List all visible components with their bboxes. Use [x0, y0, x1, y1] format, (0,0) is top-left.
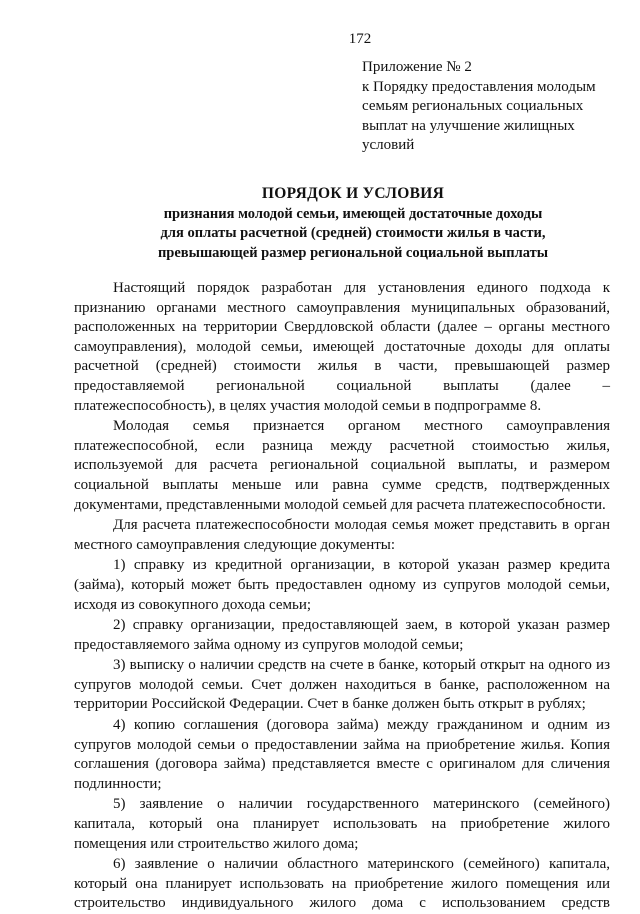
subtitle-line: для оплаты расчетной (средней) стоимости жилья в части, [160, 225, 546, 241]
appendix-header [362, 58, 610, 156]
list-item-1: 1) справку из кредитной организации, в которой указан размер кредита (займа), который может быть предоставлен одному из супругов молодой семьи, исходя из совокупного дохода семьи; [74, 557, 610, 613]
subtitle-line: признания молодой семьи, имеющей достаточные доходы [163, 205, 543, 222]
list-item-5: 5) заявление о наличии государственного материнского (семейного) капитала, который она планирует использовать на приобретение жилого помещения или строительство жилого дома; [74, 796, 610, 852]
list-item-6: 6) заявление о наличии областного материнского (семейного) капитала, который она планирует использовать на приобретение жилого помещения или строительство индивидуального жилого дома с использованием средств [74, 856, 610, 912]
appendix-line: выплат на улучшение жилищных [362, 117, 575, 134]
appendix-line: семьям региональных социальных [362, 98, 584, 114]
document-body [74, 279, 610, 914]
paragraph-solvency: Молодая семья признается органом местного самоуправления платежеспособной, если разница между расчетной стоимостью жилья, используемой для расчета региональной социальной выплаты, и размером социальной выплаты меньше или равна сумме средств, подтвержденных документами, представленными молодой семьей для расчета платежеспособности. [74, 418, 610, 513]
list-item-4: 4) копию соглашения (договора займа) между гражданином и одним из супругов молодой семьи о предоставлении займа на приобретение жилья. Копия соглашения (договора займа) представляется вместе с оригиналом для сличения подлинности; [74, 717, 610, 792]
list-item-3: 3) выписку о наличии средств на счете в банке, который открыт на одного из супругов молодой семьи. Счет должен находиться в банке, расположенном на территории Российской Федерации. Счет в банке должен быть открыт в рублях; [74, 657, 610, 713]
document-title: ПОРЯДОК И УСЛОВИЯ [261, 184, 445, 202]
subtitle-line: превышающей размер региональной социальной выплаты [157, 244, 549, 261]
appendix-line: Приложение № 2 [362, 59, 472, 75]
paragraph-intro: Настоящий порядок разработан для установления единого подхода к признанию органами местного самоуправления муниципальных образований, расположенных на территории Свердловской области (далее – органы местного самоуправления), молодой семьи, имеющей достаточные доходы для оплаты расчетной (средней) стоимости жилья в части, превышающей размер предоставляемой региональной социальной выплаты (далее – платежеспособность), в целях участия молодой семьи в подпрограмме 8. [74, 280, 610, 414]
paragraph-documents-intro: Для расчета платежеспособности молодая семья может представить в орган местного самоуправления следующие документы: [74, 517, 610, 553]
page-number: 172 [348, 31, 372, 47]
document-subtitle [74, 205, 610, 264]
appendix-line: условий [362, 137, 415, 153]
list-item-2: 2) справку организации, предоставляющей заем, в которой указан размер предоставляемого займа одному из супругов молодой семьи; [74, 617, 610, 653]
appendix-line: к Порядку предоставления молодым [362, 78, 596, 95]
